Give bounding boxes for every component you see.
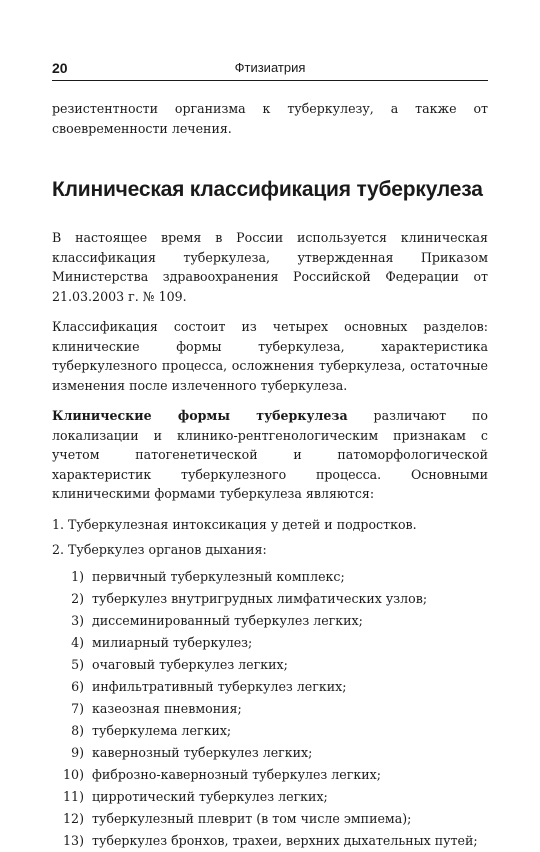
item-text: милиарный туберкулез;	[92, 634, 253, 650]
item-number: 9)	[71, 744, 84, 760]
list-item	[52, 786, 488, 808]
item-number: 2)	[71, 590, 84, 606]
list-item	[52, 720, 488, 742]
paragraph-clinical-forms	[52, 406, 488, 504]
list-item	[52, 566, 488, 588]
clinical-forms-term: Клинические формы туберкулеза	[52, 408, 348, 423]
item-text: туберкулез бронхов, трахеи, верхних дыхательных путей;	[92, 832, 478, 848]
item-number: 7)	[71, 700, 84, 716]
item-text: инфильтративный туберкулез легких;	[92, 678, 347, 694]
list-item	[52, 764, 488, 786]
item-text: туберкулезный плеврит (в том числе эмпиема);	[92, 810, 412, 826]
item-number: 8)	[71, 722, 84, 738]
list-item	[52, 676, 488, 698]
item-text: цирротический туберкулез легких;	[92, 788, 328, 804]
list-item-1: 1. Туберкулезная интоксикация у детей и подростков.	[52, 516, 417, 532]
item-number: 4)	[71, 634, 84, 650]
paragraph-structure: Классификация состоит из четырех основных разделов: клинические формы туберкулеза, характеристика туберкулезного процесса, осложнения туберкулеза, остаточные изменения после излеченного туберкулеза.	[52, 319, 488, 393]
list-item-2: 2. Туберкулез органов дыхания:	[52, 542, 267, 557]
item-number: 1)	[71, 568, 84, 584]
item-number: 12)	[63, 810, 84, 826]
list-item	[52, 698, 488, 720]
list-item	[52, 654, 488, 676]
item-text: первичный туберкулезный комплекс;	[92, 568, 345, 584]
list-item	[52, 610, 488, 632]
section-heading: Клиническая классификация туберкулеза	[52, 178, 483, 201]
item-number: 11)	[63, 788, 84, 804]
item-text: туберкулема легких;	[92, 722, 232, 738]
list-item	[52, 830, 488, 852]
item-text: очаговый туберкулез легких;	[92, 656, 288, 672]
item-text: диссеминированный туберкулез легких;	[92, 612, 363, 628]
item-number: 5)	[71, 656, 84, 672]
list-item	[52, 632, 488, 654]
item-text: фиброзно-кавернозный туберкулез легких;	[92, 766, 381, 782]
page-number: 20	[52, 60, 68, 76]
paragraph-intro: В настоящее время в России используется клиническая классификация туберкулеза, утвержденная Приказом Министерства здравоохранения Российской Федерации от 21.03.2003 г. № 109.	[52, 230, 488, 304]
list-item	[52, 588, 488, 610]
item-text: туберкулез внутригрудных лимфатических узлов;	[92, 590, 428, 606]
item-text: кавернозный туберкулез легких;	[92, 744, 313, 760]
list-item	[52, 808, 488, 830]
item-number: 13)	[63, 832, 84, 848]
item-number: 10)	[63, 766, 84, 782]
list-item	[52, 742, 488, 764]
item-text: казеозная пневмония;	[92, 700, 242, 716]
page	[52, 60, 488, 852]
continuation-paragraph: резистентности организма к туберкулезу, а также от своевременности лечения.	[52, 101, 488, 136]
running-header	[52, 60, 488, 81]
running-title: Фтизиатрия	[234, 60, 306, 75]
item-number: 6)	[71, 678, 84, 694]
respiratory-forms-list	[52, 566, 488, 852]
item-number: 3)	[71, 612, 84, 628]
clinical-forms-description: различают по локализации и клинико-рентгенологическим признакам с учетом патогенетической и патоморфологической характеристик туберкулезного процесса. Основными клиническими формами туберкулеза являются:	[52, 408, 488, 501]
